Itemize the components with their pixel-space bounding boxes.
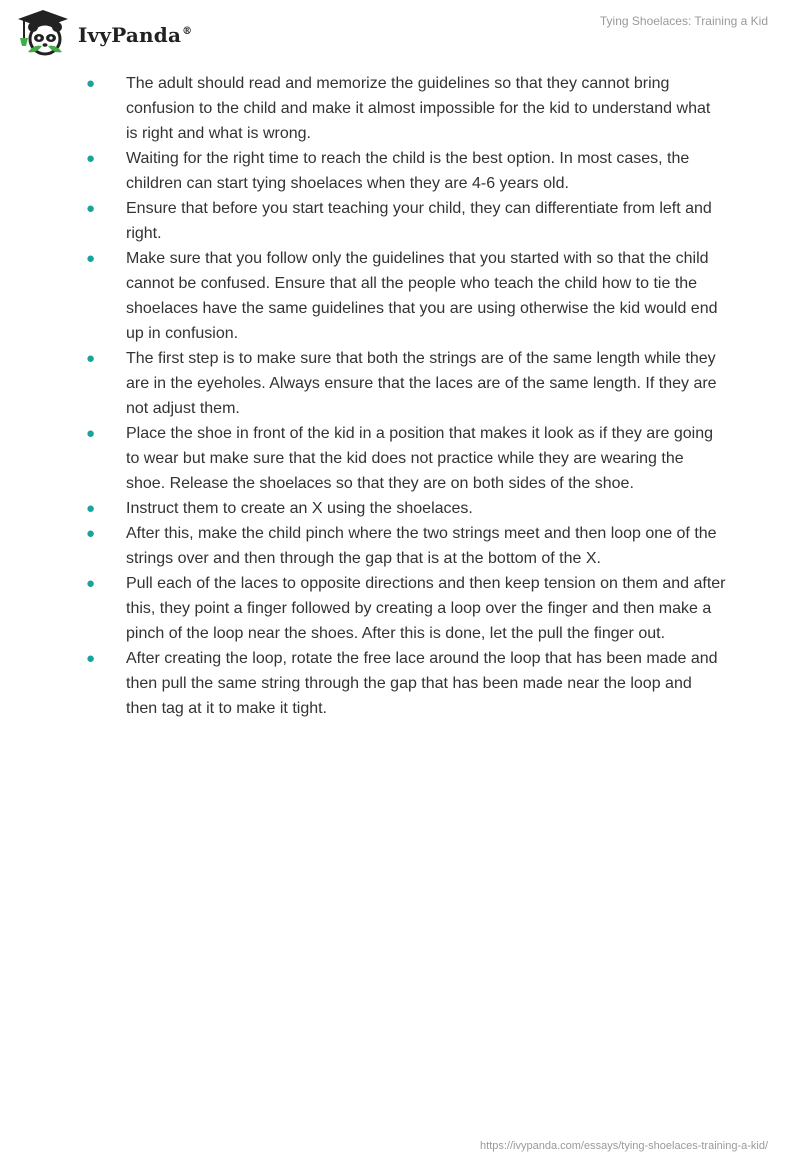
bullet-dot-icon: ● [86,650,96,667]
list-item [86,246,726,346]
panda-graduate-icon [14,8,72,58]
list-item-text: Make sure that you follow only the guidelines that you started with so that the child cannot be confused. Ensure that all the people who teach the child how to tie the shoelaces have the same guidelines that you are using otherwise the kid would end up in confusion. [126,250,718,342]
bullet-dot-icon: ● [86,425,96,442]
instruction-list [86,71,726,721]
list-item [86,146,726,196]
registered-mark: ® [182,26,193,38]
list-item-text: Ensure that before you start teaching your child, they can differentiate from left and right. [126,200,712,242]
list-item-text: After this, make the child pinch where the two strings meet and then loop one of the strings over and then through the gap that is at the bottom of the X. [126,525,717,567]
list-item [86,196,726,246]
brand-logo[interactable] [14,8,192,58]
bullet-dot-icon: ● [86,350,96,367]
brand-name-text: IvyPanda [78,23,182,47]
bullet-dot-icon: ● [86,575,96,592]
list-item [86,521,726,571]
document-title: Tying Shoelaces: Training a Kid [599,14,768,28]
list-item-text: Pull each of the laces to opposite directions and then keep tension on them and after this, they point a finger followed by creating a loop over the finger and then make a pinch of the loop near the shoes. After this is done, let the pull the finger out. [126,575,726,642]
list-item [86,421,726,496]
list-item-text: The first step is to make sure that both the strings are of the same length while they are in the eyeholes. Always ensure that the laces are of the same length. If they are not adjust them. [126,350,717,417]
list-item-text: After creating the loop, rotate the free lace around the loop that has been made and then pull the same string through the gap that has been made near the loop and then tag at it to make it tight. [126,650,718,717]
bullet-dot-icon: ● [86,150,96,167]
brand-name [78,23,192,47]
bullet-dot-icon: ● [86,500,96,517]
page-header [0,0,800,70]
list-item-text: Waiting for the right time to reach the child is the best option. In most cases, the children can start tying shoelaces when they are 4-6 years old. [126,150,690,192]
bullet-dot-icon: ● [86,250,96,267]
bullet-dot-icon: ● [86,525,96,542]
document-body [86,71,726,721]
list-item [86,346,726,421]
list-item [86,646,726,721]
list-item-text: Place the shoe in front of the kid in a position that makes it look as if they are going to wear but make sure that the kid does not practice while they are wearing the shoe. Release the shoelaces so that they are on both sides of the shoe. [126,425,714,492]
list-item-text: Instruct them to create an X using the shoelaces. [126,500,473,517]
bullet-dot-icon: ● [86,75,96,92]
bullet-dot-icon: ● [86,200,96,217]
list-item-text: The adult should read and memorize the guidelines so that they cannot bring confusion to the child and make it almost impossible for the kid to understand what is right and what is wrong. [126,75,711,142]
list-item [86,496,726,521]
list-item [86,571,726,646]
list-item [86,71,726,146]
source-url-link[interactable]: https://ivypanda.com/essays/tying-shoelaces-training-a-kid/ [480,1140,768,1152]
